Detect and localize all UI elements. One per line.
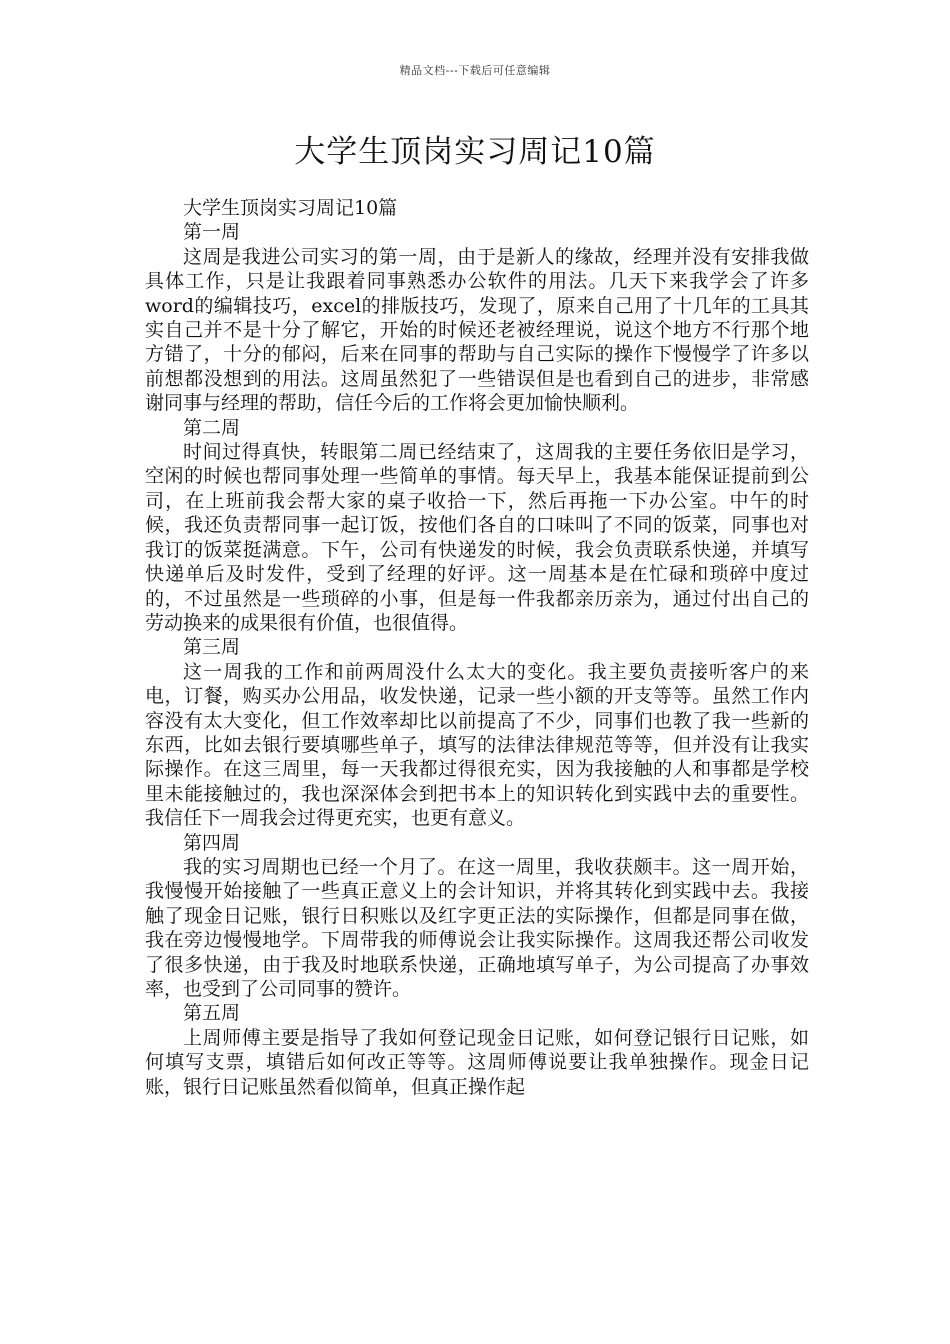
section-body-week-5: 上周师傅主要是指导了我如何登记现金日记账，如何登记银行日记账，如何填写支票，填错后如何改正等等。这周师傅说要让我单独操作。现金日记账，银行日记账虽然看似简单，但真正操作起 — [145, 1026, 809, 1098]
section-body-week-4: 我的实习周期也已经一个月了。在这一周里，我收获颇丰。这一周开始，我慢慢开始接触了一些真正意义上的会计知识，并将其转化到实践中去。我接触了现金日记账，银行日积账以及红字更正法的实际操作，但都是同事在做，我在旁边慢慢地学。下周带我的师傅说会让我实际操作。这周我还帮公司收发了很多快递，由于我及时地联系快递，正确地填写单子，为公司提高了办事效率，也受到了公司同事的赞许。 — [145, 855, 809, 1000]
section-heading-week-1: 第一周 — [183, 221, 241, 244]
document-body — [145, 196, 809, 1099]
section-body-week-3: 这一周我的工作和前两周没什么太大的变化。我主要负责接听客户的来电，订餐，购买办公用品，收发快递，记录一些小额的开支等等。虽然工作内容没有太大变化，但工作效率却比以前提高了不少，同事们也教了我一些新的东西，比如去银行要填哪些单子，填写的法律法律规范等等，但并没有让我实际操作。在这三周里，每一天我都过得很充实，因为我接触的人和事都是学校里未能接触过的，我也深深体会到把书本上的知识转化到实践中去的重要性。我信任下一周我会过得更充实，也更有意义。 — [145, 660, 809, 830]
section-heading-week-2: 第二周 — [183, 416, 241, 439]
section-body-week-2: 时间过得真快，转眼第二周已经结束了，这周我的主要任务依旧是学习，空闲的时候也帮同事处理一些简单的事情。每天早上，我基本能保证提前到公司，在上班前我会帮大家的桌子收拾一下，然后再拖一下办公室。中午的时候，我还负责帮同事一起订饭，按他们各自的口味叫了不同的饭菜，同事也对我订的饭菜挺满意。下午，公司有快递发的时候，我会负责联系快递，并填写快递单后及时发件，受到了经理的好评。这一周基本是在忙碌和琐碎中度过的，不过虽然是一些琐碎的小事，但是每一件我都亲历亲为，通过付出自己的劳动换来的成果很有价值，也很值得。 — [145, 441, 809, 634]
section-body-week-1: 这周是我进公司实习的第一周，由于是新人的缘故，经理并没有安排我做具体工作，只是让我跟着同事熟悉办公软件的用法。几天下来我学会了许多word的编辑技巧，excel的排版技巧，发现了，原来自己用了十几年的工具其实自己并不是十分了解它，开始的时候还老被经理说，说这个地方不行那个地方错了，十分的郁闷，后来在同事的帮助与自己实际的操作下慢慢学了许多以前想都没想到的用法。这周虽然犯了一些错误但是也看到自己的进步，非常感谢同事与经理的帮助，信任今后的工作将会更加愉快顺利。 — [145, 245, 809, 415]
document-subtitle: 大学生顶岗实习周记10篇 — [183, 197, 398, 219]
section-heading-week-4: 第四周 — [183, 831, 241, 854]
section-heading-week-5: 第五周 — [183, 1002, 241, 1025]
section-heading-week-3: 第三周 — [183, 636, 241, 659]
document-title: 大学生顶岗实习周记10篇 — [294, 134, 656, 170]
header-note: 精品文档---下载后可任意编辑 — [399, 64, 551, 77]
